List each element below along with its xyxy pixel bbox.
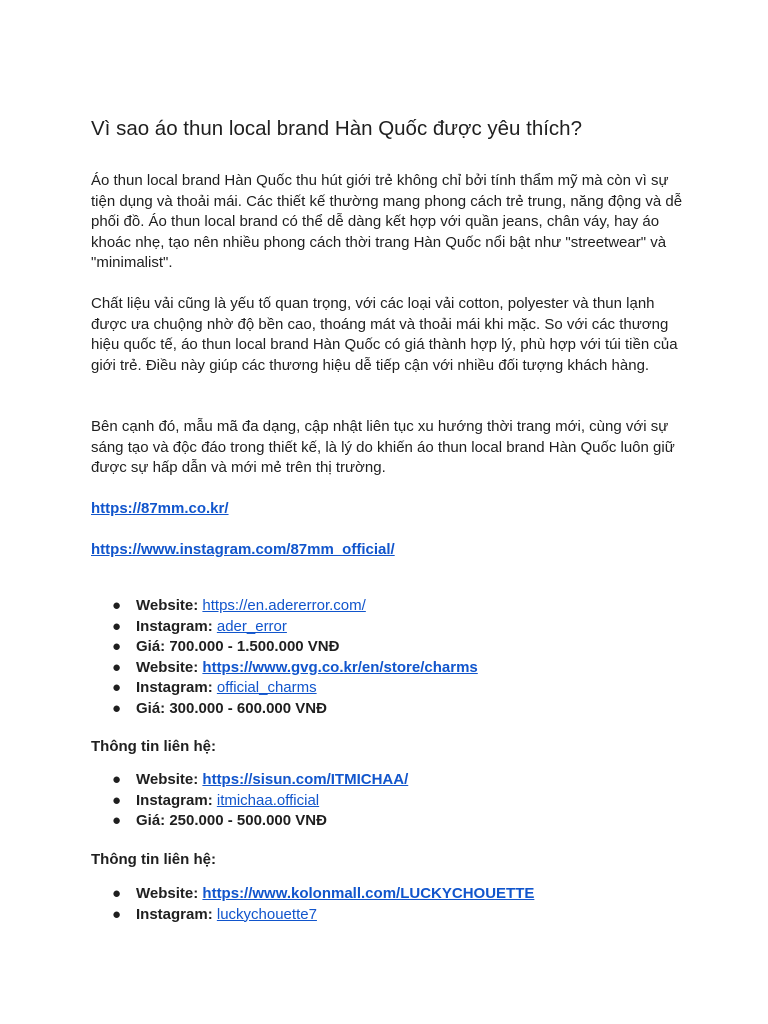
list-item-label: Website: — [136, 597, 203, 614]
bullet-icon: ● — [112, 617, 122, 635]
list-item-label: Website: — [136, 885, 203, 902]
paragraph-intro: Áo thun local brand Hàn Quốc thu hút giới trẻ không chỉ bởi tính thẩm mỹ mà còn vì sự tiện dụng và thoải mái. Các thiết kế thường mang phong cách trẻ trung, năng động và dễ phối đồ. Áo thun local brand có thể dễ dàng kết hợp với quần jeans, chân váy, hay áo khoác nhẹ, tạo nên nhiều phong cách thời trang Hàn Quốc nổi bật như "streetwear" và "minimalist". — [91, 172, 683, 271]
list-item-link[interactable]: itmichaa.official — [216, 791, 320, 809]
list-item-label: Instagram: — [136, 791, 217, 809]
bullet-list-brands — [91, 596, 478, 720]
bullet-icon: ● — [112, 638, 122, 656]
list-item-label: Giá: 700.000 - 1.500.000 VNĐ — [136, 638, 340, 656]
list-item-link[interactable]: https://sisun.com/ITMICHAA/ — [202, 771, 409, 788]
list-item — [91, 699, 478, 720]
bullet-icon: ● — [112, 812, 122, 830]
list-item-link[interactable]: https://www.kolonmall.com/LUCKYCHOUETTE — [202, 885, 535, 902]
list-item — [91, 658, 478, 679]
list-item-link[interactable]: ader_error — [216, 617, 287, 635]
bullet-icon: ● — [112, 791, 122, 809]
list-item — [91, 791, 408, 812]
bullet-icon: ● — [112, 885, 122, 902]
bullet-icon: ● — [112, 597, 122, 614]
link-line-87mm-instagram — [91, 540, 395, 560]
list-item — [91, 811, 408, 832]
link-87mm-instagram[interactable]: https://www.instagram.com/87mm_official/ — [91, 541, 395, 558]
list-item-label: Giá: 300.000 - 600.000 VNĐ — [136, 699, 327, 717]
bullet-icon: ● — [112, 679, 122, 697]
bullet-icon: ● — [112, 658, 122, 676]
list-item-label: Instagram: — [136, 679, 217, 697]
list-item-link[interactable]: luckychouette7 — [216, 905, 317, 923]
list-item-label: Giá: 250.000 - 500.000 VNĐ — [136, 812, 327, 830]
list-item-label: Website: — [136, 658, 203, 676]
list-item — [91, 617, 478, 638]
contact-heading: Thông tin liên hệ: — [91, 738, 216, 755]
list-item — [91, 905, 534, 926]
list-item — [91, 596, 478, 617]
contact-heading: Thông tin liên hệ: — [91, 851, 216, 868]
list-item-label: Website: — [136, 771, 203, 788]
bullet-icon: ● — [112, 771, 122, 788]
list-item-label: Instagram: — [136, 617, 217, 635]
bullet-list-contact-luckychouette — [91, 884, 534, 925]
list-item-link[interactable]: official_charms — [216, 679, 317, 697]
link-87mm-website[interactable]: https://87mm.co.kr/ — [91, 500, 229, 517]
list-item — [91, 678, 478, 699]
list-item-link[interactable]: https://www.gvg.co.kr/en/store/charms — [202, 658, 478, 676]
list-item-label: Instagram: — [136, 905, 217, 923]
list-item — [91, 637, 478, 658]
list-item-link[interactable]: https://en.adererror.com/ — [202, 597, 366, 614]
paragraph-material: Chất liệu vải cũng là yếu tố quan trọng, với các loại vải cotton, polyester và thun lạnh được ưa chuộng nhờ độ bền cao, thoáng mát và thoải mái khi mặc. So với các thương hiệu quốc tế, áo thun local brand Hàn Quốc có giá thành hợp lý, phù hợp với túi tiền của giới trẻ. Điều này giúp các thương hiệu dễ tiếp cận với nhiều đối tượng khách hàng. — [91, 295, 678, 374]
list-item — [91, 770, 408, 791]
page-title: Vì sao áo thun local brand Hàn Quốc được yêu thích? — [91, 117, 582, 140]
paragraph-design: Bên cạnh đó, mẫu mã đa dạng, cập nhật liên tục xu hướng thời trang mới, cùng với sự sáng tạo và độc đáo trong thiết kế, là lý do khiến áo thun local brand Hàn Quốc luôn giữ được sự hấp dẫn và mới mẻ trên thị trường. — [91, 418, 675, 476]
bullet-list-contact-itmichaa — [91, 770, 408, 832]
list-item — [91, 884, 534, 905]
bullet-icon: ● — [112, 699, 122, 717]
bullet-icon: ● — [112, 905, 122, 923]
link-line-87mm — [91, 499, 229, 519]
